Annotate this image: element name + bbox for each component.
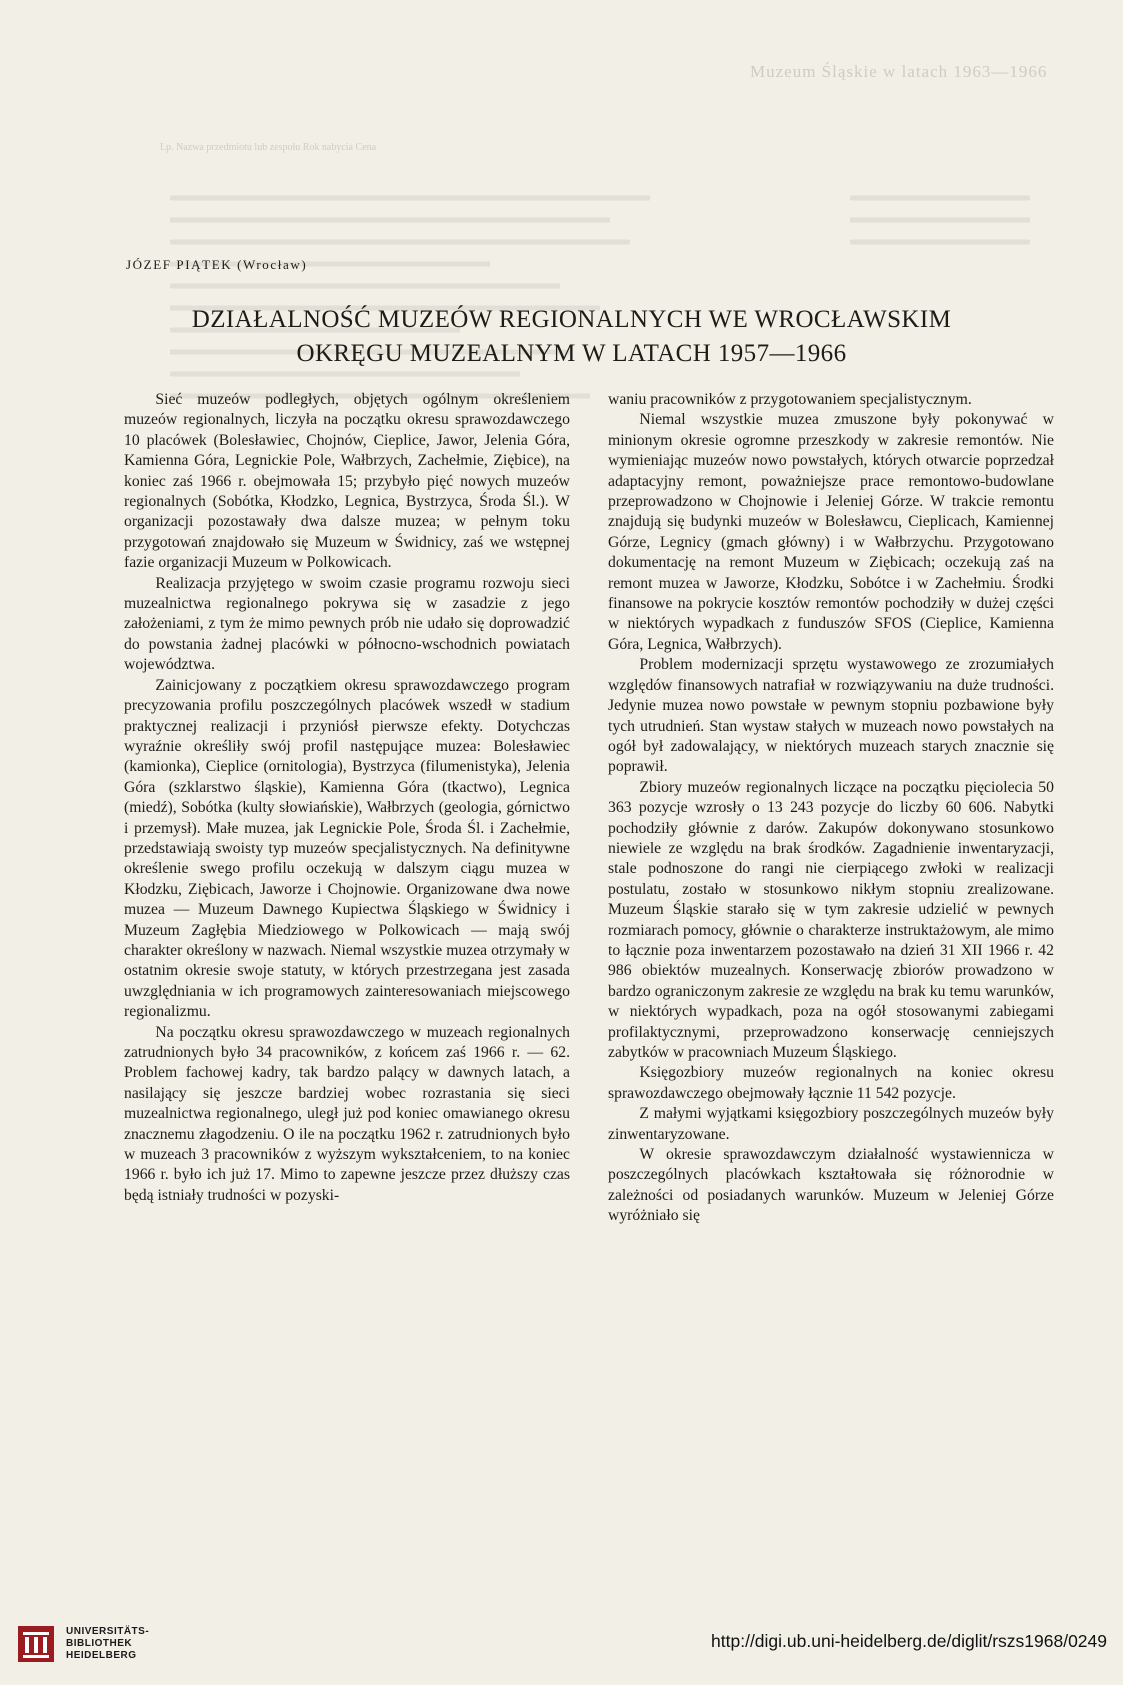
paragraph: Sieć muzeów podległych, objętych ogólnym określeniem muzeów regionalnych, liczyła na początku okresu sprawozdawczego 10 placówek (Bolesławiec, Chojnów, Cieplice, Jawor, Jelenia Góra, Kamienna Góra, Legnickie Pole, Wałbrzych, Zachełmie, Ziębice), na koniec zaś 1966 r. obejmowała 15; przybyło pięć nowych muzeów regionalnych (Sobótka, Kłodzko, Legnica, Bystrzyca, Środa Śl.). W organizacji pozostawały dwa dalsze muzea; w pełnym toku przygotowań znajdowało się Muzeum w Świdnicy, zaś we wstępnej fazie organizacji Muzeum w Polkowicach. — [124, 391, 570, 572]
left-column — [124, 390, 570, 1206]
title-line-1: DZIAŁALNOŚĆ MUZEÓW REGIONALNYCH WE WROCŁAWSKIM — [191, 306, 952, 333]
digital-library-link[interactable]: http://digi.ub.uni-heidelberg.de/diglit/rszs1968/0249 — [711, 1631, 1107, 1651]
library-name: UNIVERSITÄTS- BIBLIOTHEK HEIDELBERG — [66, 1626, 150, 1661]
paragraph: Niemal wszystkie muzea zmuszone były pokonywać w minionym okresie ogromne przeszkody w zakresie remontów. Nie wymieniając muzeów nowo powstałych, których otwarcie poprzedzał adaptacyjny remont, poważniejsze prace remontowo-budowlane przeprowadzono w Chojnowie i Jeleniej Górze. W trakcie remontu znajdują się budynki muzeów w Bolesławcu, Cieplicach, Kamiennej Górze, Legnicy (gmach główny) i w Wałbrzychu. Przygotowano dokumentację na remont Muzeum w Ziębicach; oczekują zaś na remont muzea w Jaworze, Kłodzku, Sobótce i w Zachełmiu. Środki finansowe na pokrycie kosztów remontów pochodziły w dużej części w niektórych wypadkach z funduszów SFOS (Cieplice, Kamienna Góra, Legnica, Wałbrzych). — [608, 411, 1054, 653]
author-line: JÓZEF PIĄTEK (Wrocław) — [126, 257, 308, 272]
right-column — [608, 390, 1054, 1227]
paragraph: Z małymi wyjątkami księgozbiory poszczególnych muzeów były zinwentaryzowane. — [608, 1105, 1054, 1143]
article-title — [120, 303, 1023, 371]
bleed-through-header: Muzeum Śląskie w latach 1963—1966 — [750, 62, 1048, 81]
library-footer — [0, 1612, 1123, 1682]
paragraph: Księgozbiory muzeów regionalnych na koniec okresu sprawozdawczego obejmowały łącznie 11 542 pozycje. — [608, 1064, 1054, 1102]
paragraph: W okresie sprawozdawczym działalność wystawiennicza w poszczególnych placówkach kształtowała się różnorodnie w zależności od posiadanych warunków. Muzeum w Jeleniej Górze wyróżniało się — [608, 1146, 1054, 1225]
paragraph: Realizacja przyjętego w swoim czasie programu rozwoju sieci muzealnictwa regionalnego pokrywa się w zasadzie z jego założeniami, z tym że mimo pewnych prób nie udało się doprowadzić do powstania żadnej placówki w północno-wschodnich powiatach województwa. — [124, 574, 570, 674]
paragraph: Problem modernizacji sprzętu wystawowego ze zrozumiałych względów finansowych natrafiał w rozwiązywaniu na duże trudności. Jedynie muzea nowo powstałe w pewnym stopniu pozbawione były tych utrudnień. Stan wystaw stałych w muzeach nowo powstałych na ogół był zadowalający, w niektórych muzeach starych znacznie się poprawił. — [608, 656, 1054, 776]
paragraph: Na początku okresu sprawozdawczego w muzeach regionalnych zatrudnionych było 34 pracowników, z końcem zaś 1966 r. — 62. Problem fachowej kadry, tak bardzo palący w dawnych latach, a nasilający się jeszcze bardziej wobec rozrastania się sieci muzealnictwa regionalnego, uległ już pod koniec omawianego okresu znacznemu złagodzeniu. O ile na początku 1962 r. zatrudnionych było w muzeach 3 pracowników z wyższym wykształceniem, to na koniec 1966 r. było ich już 17. Mimo to zapewne jeszcze przez dłuższy czas będą istniały trudności w pozyski- — [124, 1023, 570, 1204]
paragraph: Zainicjowany z początkiem okresu sprawozdawczego program precyzowania profilu poszczególnych placówek wszedł w stadium praktycznej realizacji i przyniósł pierwsze efekty. Dotychczas wyraźnie określiły swój profil następujące muzea: Bolesławiec (kamionka), Cieplice (ornitologia), Bystrzyca (filumenistyka), Jelenia Góra (szklarstwo śląskie), Kamienna Góra (tkactwo), Legnica (miedź), Sobótka (kulty słowiańskie), Wałbrzych (geologia, górnictwo i przemysł). Małe muzea, jak Legnickie Pole, Środa Śl. i Zachełmie, przedstawiają swoisty typ muzeów specjalistycznych. Na definitywne określenie swego profilu oczekują w dalszym ciągu muzea w Kłodzku, Ziębicach, Jaworze i Chojnowie. Organizowane dwa nowe muzea — Muzeum Dawnego Kupiectwa Śląskiego w Świdnicy i Muzeum Zagłębia Miedziowego w Polkowicach — mają swój charakter określony w nazwach. Niemal wszystkie muzea otrzymały w ostatnim okresie swoje statuty, w których przestrzegana jest zasada uwzględniania w ich programowych zainteresowaniach miejscowego regionalizmu. — [124, 676, 570, 1021]
university-library-logo-icon — [16, 1624, 56, 1664]
paragraph: waniu pracowników z przygotowaniem specjalistycznym. — [608, 391, 972, 408]
title-line-2: OKRĘGU MUZEALNYM W LATACH 1957—1966 — [296, 340, 847, 367]
paragraph: Zbiory muzeów regionalnych liczące na początku pięciolecia 50 363 pozycje wzrosły o 13 243 pozycje do liczby 60 606. Nabytki pochodziły głównie z darów. Zakupów dokonywano stosunkowo niewiele ze względu na brak środków. Zagadnienie inwentaryzacji, stale podnoszone do rangi nie cierpiącego zwłoki w realizacji postulatu, zostało w stosunkowo nikłym stopniu zrealizowane. Muzeum Śląskie starało się w tym zakresie udzielić w pewnych rozmiarach pomocy, głównie o charakterze instruktażowym, ale mimo to łącznie poza inwentarzem pozostawało na dzień 31 XII 1966 r. 42 986 obiektów muzealnych. Konserwację zbiorów prowadzono w bardzo ograniczonym zakresie ze względu na brak ku temu warunków, w niektórych wypadkach, poza na ogół stosowanymi zabiegami profilaktycznymi, przeprowadzono konserwację cenniejszych zabytków w pracowniach Muzeum Śląskiego. — [608, 778, 1054, 1061]
bleed-through-row: Lp. Nazwa przedmiotu lub zespołu Rok nabycia Cena — [160, 142, 377, 153]
